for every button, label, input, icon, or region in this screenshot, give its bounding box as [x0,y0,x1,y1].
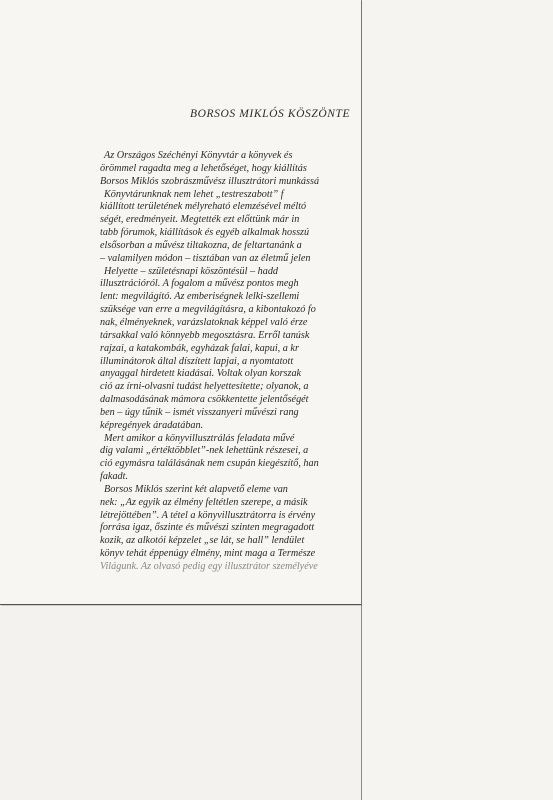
blank-right-sheet [361,0,553,800]
text-line: rajzai, a katakombák, egyházak falai, kapui, a kr [100,342,299,354]
text-line: társakkal való könnyebb megosztásra. Erről tanúsk [100,329,310,341]
text-line: anyaggal hirdetett kiadásai. Voltak olyan korszak [100,368,302,380]
text-line: dalmasodásának mámora csökkentette jelentőségét [100,394,309,406]
text-line: tabb fórumok, kiállítások és egyéb alkalmak hosszú [100,227,310,239]
text-line: ció az írni-olvasni tudást helyettesítette; olyanok, a [100,381,309,393]
text-line: fakadt. [100,471,129,483]
text-line: kiállított területének mélyreható elemzésével méltó [100,201,307,213]
text-line: Borsos Miklós szerint két alapvető eleme van [104,483,288,495]
body-text [100,150,361,574]
text-line: Könyvtárunknak nem lehet „testreszabott” f [104,188,284,200]
front-sheet [0,0,361,605]
text-line: ségét, eredményeit. Megtették ezt előttünk már in [100,214,300,226]
text-line: Az Országos Széchényi Könyvtár a könyvek és [104,150,293,161]
text-line: illusztrációról. A fogalom a művész pontos megh [100,278,299,290]
text-line: Borsos Miklós szobrászművész illusztrátori munkássá [100,175,320,187]
text-line: lent: megvilágító. Az emberiségnek lelki-szellemi [100,291,300,303]
text-line: szüksége van erre a megvilágításra, a kibontakozó fo [100,304,316,316]
page-title: BORSOS MIKLÓS KÖSZÖNTE [190,108,351,120]
text-line: – valamilyen módon – tisztában van az életmű jelen [100,252,311,264]
text-line: elsősorban a művész tiltakozna, de feltartanánk a [100,239,302,251]
text-line: létrejöttében”. A tétel a könyvillusztrátorra is érvény [100,509,316,521]
text-line: dig valami „értéktöbblet”-nek lehettünk részesei, a [100,445,309,457]
text-line: nak, élményeknek, varázslatoknak képpel való érze [100,316,308,328]
text-line: Mert amikor a könyvillusztrálás feladata művé [104,432,295,444]
text-line: ció egymásra találásának nem csupán kiegészítő, han [100,458,319,470]
text-line: nek: „Az egyik az élmény feltétlen szerepe, a másik [100,496,308,508]
text-line: forrása igaz, őszinte és művészi szinten megragadott [100,522,315,534]
text-line: könyv tehát éppenúgy élmény, mint maga a Természe [100,548,316,560]
text-line: illuminátorok által díszített lapjai, a nyomtatott [100,355,294,367]
text-line: képregények áradatában. [100,419,204,431]
text-line: Helyette – születésnapi köszöntésül – hadd [104,265,279,277]
text-line: Világunk. Az olvasó pedig egy illusztrátor személyéve [100,561,318,572]
text-line: kozik, az alkotói képzelet „se lát, se hall” lendület [100,535,305,547]
text-line: ben – úgy tűnik – ismét visszanyeri művészi rang [100,406,299,418]
text-line: örömmel ragadta meg a lehetőséget, hogy kiállítás [100,162,307,174]
